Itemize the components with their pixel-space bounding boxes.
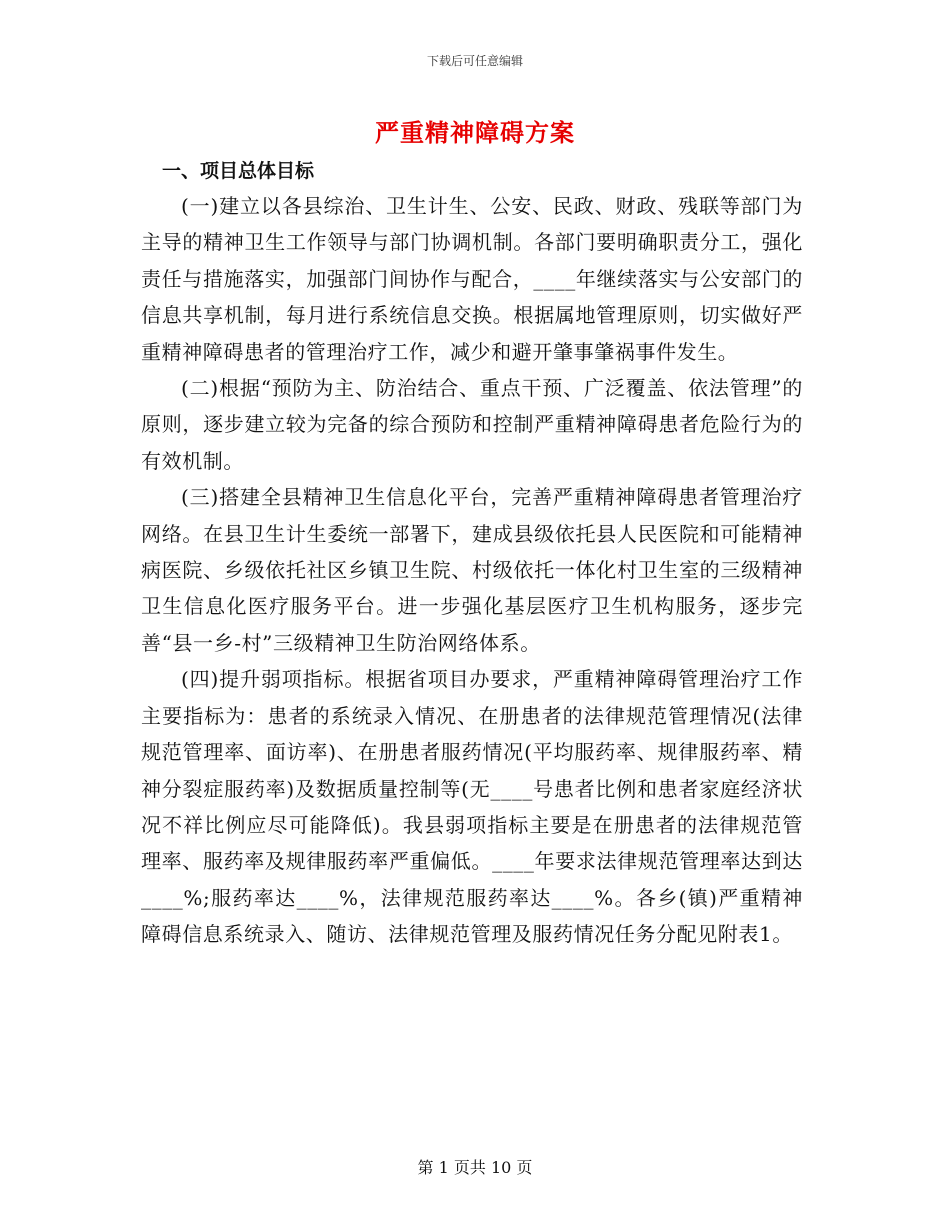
section-heading: 一、项目总体目标	[162, 160, 315, 182]
document-title: 严重精神障碍方案	[375, 118, 575, 147]
page-number: 第 1 页共 10 页	[417, 1158, 533, 1177]
paragraph-4: (四)提升弱项指标。根据省项目办要求，严重精神障碍管理治疗工作主要指标为：患者的系统录入情况、在册患者的法律规范管理情况(法律规范管理率、面访率)、在册患者服药情况(平均服药率、规律服药率、精神分裂症服药率)及数据质量控制等(无____号患者比例和患者家庭经济状况不祥比例应尽可能降低)。我县弱项指标主要是在册患者的法律规范管理率、服药率及规律服药率严重偏低。____年要求法律规范管理率达到达____%;服药率达____%，法律规范服药率达____%。各乡(镇)严重精神障碍信息系统录入、随访、法律规范管理及服药情况任务分配见附表1。	[141, 667, 803, 947]
page-header-note: 下载后可任意编辑	[426, 54, 523, 68]
paragraph-1: (一)建立以各县综治、卫生计生、公安、民政、财政、残联等部门为主导的精神卫生工作领导与部门协调机制。各部门要明确职责分工，强化责任与措施落实，加强部门间协作与配合，____年继续落实与公安部门的信息共享机制，每月进行系统信息交换。根据属地管理原则，切实做好严重精神障碍患者的管理治疗工作，减少和避开肇事肇祸事件发生。	[141, 194, 803, 364]
paragraph-3: (三)搭建全县精神卫生信息化平台，完善严重精神障碍患者管理治疗网络。在县卫生计生委统一部署下，建成县级依托县人民医院和可能精神病医院、乡级依托社区乡镇卫生院、村级依托一体化村卫生室的三级精神卫生信息化医疗服务平台。进一步强化基层医疗卫生机构服务，逐步完善“县一乡-村”三级精神卫生防治网络体系。	[141, 485, 803, 655]
paragraph-2: (二)根据“预防为主、防治结合、重点干预、广泛覆盖、依法管理”的原则，逐步建立较为完备的综合预防和控制严重精神障碍患者危险行为的有效机制。	[141, 376, 803, 473]
document-body	[141, 188, 803, 953]
